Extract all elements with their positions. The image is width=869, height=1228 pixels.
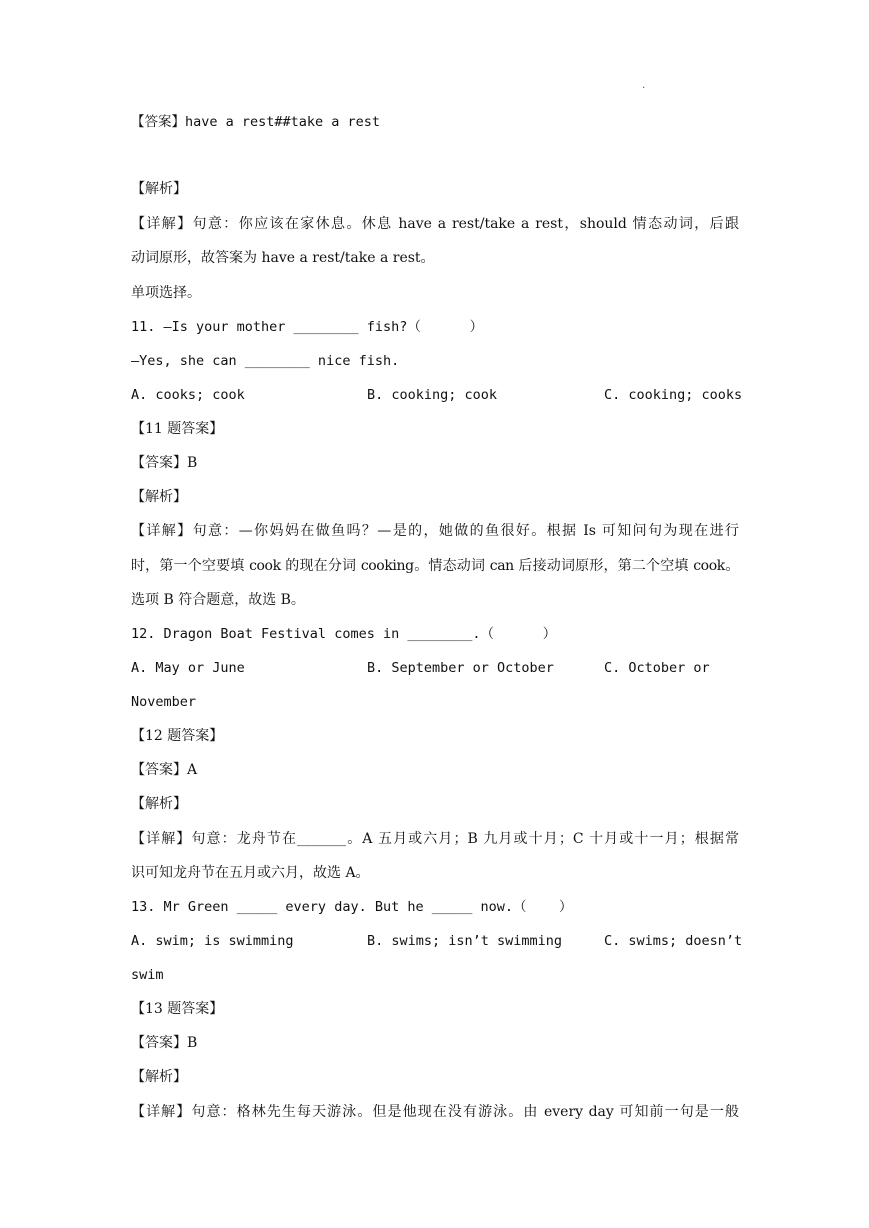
detail-line: 【详解】句意：—你妈妈在做鱼吗？—是的，她做的鱼很好。根据 Is 可知问句为现在进行	[131, 523, 739, 539]
answer-line: 【答案】A	[131, 762, 198, 778]
question-12-stem: 12. Dragon Boat Festival comes in ________.（ ）	[131, 626, 557, 642]
detail-line: 动词原形，故答案为 have a rest/take a rest。	[131, 250, 435, 266]
detail-line: 【详解】句意：格林先生每天游泳。但是他现在没有游泳。由 every day 可知前一句是一般	[131, 1104, 739, 1120]
detail-line: 选项 B 符合题意，故选 B。	[131, 592, 305, 608]
detail-line: 识可知龙舟节在五月或六月，故选 A。	[131, 865, 370, 881]
option-c: C. swims; doesn’t	[604, 933, 743, 949]
option-c: C. cooking; cooks	[604, 387, 743, 403]
option-c-continued: November	[131, 694, 197, 710]
answer-line: 【答案】have a rest##take a rest	[131, 114, 381, 130]
answer-line: 【答案】B	[131, 1035, 198, 1051]
answer-tag: 【12 题答案】	[131, 728, 224, 744]
detail-line: 【详解】句意：龙舟节在_______。A 五月或六月；B 九月或十月；C 十月或十一月；根据常	[131, 831, 739, 847]
analysis-heading: 【解析】	[131, 181, 187, 197]
option-a: A. cooks; cook	[131, 387, 245, 403]
analysis-heading: 【解析】	[131, 1069, 187, 1085]
analysis-heading: 【解析】	[131, 796, 187, 812]
detail-line: 【详解】句意：你应该在家休息。休息 have a rest/take a rest，should 情态动词，后跟	[131, 216, 739, 232]
detail-line: 时，第一个空要填 cook 的现在分词 cooking。情态动词 can 后接动词原形，第二个空填 cook。	[131, 558, 739, 574]
option-b: B. September or October	[367, 660, 554, 676]
question-11-line2: —Yes, she can ________ nice fish.	[131, 353, 400, 369]
question-11-stem: 11. —Is your mother ________ fish?（ ）	[131, 319, 484, 335]
question-13-stem: 13. Mr Green _____ every day. But he _____ now.（ ）	[131, 899, 573, 915]
answer-line: 【答案】B	[131, 455, 198, 471]
answer-tag: 【11 题答案】	[131, 421, 224, 437]
analysis-heading: 【解析】	[131, 489, 187, 505]
option-c: C. October or	[604, 660, 710, 676]
option-c-continued: swim	[131, 967, 164, 983]
header-mark: .	[642, 80, 646, 91]
option-a: A. swim; is swimming	[131, 933, 294, 949]
answer-tag: 【13 题答案】	[131, 1001, 224, 1017]
option-b: B. swims; isn’t swimming	[367, 933, 563, 949]
option-a: A. May or June	[131, 660, 245, 676]
option-b: B. cooking; cook	[367, 387, 498, 403]
section-heading: 单项选择。	[131, 285, 201, 301]
